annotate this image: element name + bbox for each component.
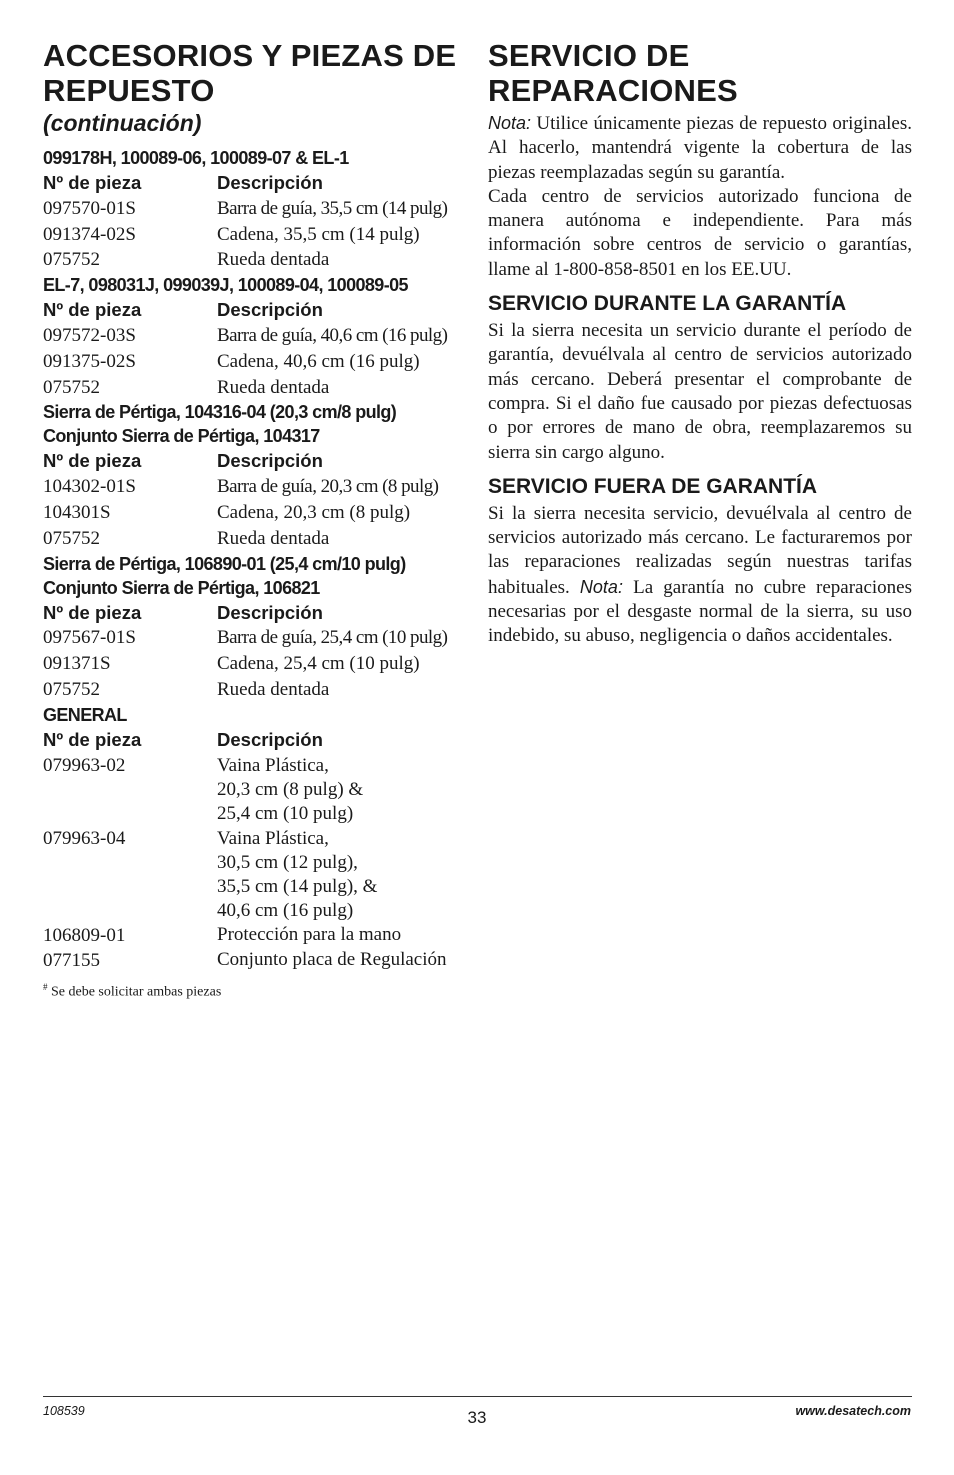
out-of-warranty-text-b: La garantía no cubre reparaciones necesarias por el desgaste normal de la sierra, su uso indebido, su abuso, negligencia o daños accidentales.: [488, 576, 913, 647]
description-line: 40,6 cm (16 pulg): [217, 899, 354, 921]
out-of-warranty-section-text: [488, 502, 912, 649]
table-row: [43, 222, 468, 248]
intro-text-1: Utilice únicamente piezas de repuesto originales. Al hacerlo, mantendrá vigente la cobertura de las piezas reemplazadas según su garantía.: [488, 113, 912, 183]
general-group: [43, 703, 468, 974]
part-number: 106809-01: [43, 924, 126, 946]
part-description: [217, 827, 468, 923]
description-line: Vaina Plástica,: [217, 827, 329, 849]
part-number: 097570-01S: [43, 197, 136, 219]
col-part-header: Nº de pieza: [43, 601, 142, 623]
intro-paragraph-1: [488, 111, 912, 185]
part-number: 097567-01S: [43, 627, 136, 649]
part-number: 075752: [43, 249, 100, 271]
table-row: [43, 826, 468, 923]
description-line: 30,5 cm (12 pulg),: [217, 851, 358, 873]
part-description: Barra de guía, 40,6 cm (16 pulg): [217, 324, 448, 346]
description-line: Protección para la mano: [217, 923, 402, 945]
table-row: [43, 677, 468, 703]
out-of-warranty-text-a: Si la sierra necesita servicio, devuélvala al centro de servicios autorizado más cercano. Le facturaremos por las reparaciones realizadas según nuestras tarifas habituales.: [488, 502, 912, 598]
group-heading: Sierra de Pértiga, 104316-04 (20,3 cm/8 pulg): [43, 402, 397, 423]
part-description: Barra de guía, 35,5 cm (14 pulg): [217, 197, 448, 219]
part-description: Cadena, 40,6 cm (16 pulg): [217, 350, 420, 372]
parts-groups: [43, 146, 468, 703]
table-row: [43, 375, 468, 401]
table-row: [43, 323, 468, 349]
description-line: 35,5 cm (14 pulg), &: [217, 875, 378, 897]
col-desc-header: Descripción: [217, 299, 323, 321]
part-description: Rueda dentada: [217, 249, 330, 271]
table-row: [43, 247, 468, 273]
part-description: Barra de guía, 25,4 cm (10 pulg): [217, 627, 448, 649]
col-desc-header: Descripción: [217, 172, 323, 193]
parts-title: ACCESORIOS Y PIEZAS DE REPUESTO: [43, 38, 457, 108]
part-number: 075752: [43, 678, 100, 700]
table-row: [43, 526, 468, 552]
col-part-header: Nº de pieza: [43, 172, 142, 193]
footnote-mark: #: [43, 982, 48, 993]
part-number: 104302-01S: [43, 476, 136, 498]
table-row: [43, 196, 468, 222]
intro-paragraph-2: Cada centro de servicios autorizado funciona de manera autónoma e independiente. Para más información sobre centros de servicio o garantías, llame al 1-800-858-8501 en los EE.UU.: [488, 185, 912, 280]
parts-subtitle: (continuación): [43, 110, 202, 136]
part-number: 079963-04: [43, 827, 126, 849]
col-part-header: Nº de pieza: [43, 728, 142, 750]
part-number: 079963-02: [43, 754, 126, 776]
part-number: 091371S: [43, 653, 111, 675]
description-line: 20,3 cm (8 pulg) &: [217, 778, 364, 800]
website: www.desatech.com: [795, 1404, 911, 1418]
footnote: [43, 982, 468, 1001]
parts-column: [43, 38, 468, 1001]
table-row: [43, 948, 468, 974]
col-desc-header: Descripción: [217, 601, 323, 623]
table-row: [43, 474, 468, 500]
col-desc-header: Descripción: [217, 728, 323, 750]
table-header: [43, 448, 468, 474]
col-part-header: Nº de pieza: [43, 299, 142, 321]
part-description: Cadena, 35,5 cm (14 pulg): [217, 223, 420, 245]
table-row: [43, 753, 468, 826]
service-title: SERVICIO DE REPARACIONES: [488, 38, 738, 108]
part-number: 104301S: [43, 501, 111, 523]
part-number: 077155: [43, 950, 100, 972]
table-row: [43, 349, 468, 375]
nota-label: Nota:: [488, 113, 532, 133]
footer-divider: [43, 1396, 912, 1397]
service-column: [488, 38, 912, 649]
footnote-text: Se debe solicitar ambas piezas: [51, 984, 222, 1000]
col-desc-header: Descripción: [217, 450, 323, 472]
doc-number: 108539: [43, 1404, 85, 1418]
page-number: 33: [467, 1408, 487, 1427]
table-row: [43, 625, 468, 651]
part-description: Cadena, 20,3 cm (8 pulg): [217, 501, 411, 523]
part-description: Rueda dentada: [217, 678, 330, 700]
part-number: 097572-03S: [43, 324, 136, 346]
general-heading: GENERAL: [43, 704, 127, 725]
table-row: [43, 651, 468, 677]
table-header: [43, 297, 468, 323]
description-line: Conjunto placa de Regulación: [217, 949, 447, 971]
part-number: 075752: [43, 376, 100, 398]
general-table-header: [43, 727, 468, 753]
out-of-warranty-section-title: SERVICIO FUERA DE GARANTÍA: [488, 474, 818, 498]
part-description: [217, 923, 468, 949]
description-line: Vaina Plástica,: [217, 754, 329, 776]
part-number: 091374-02S: [43, 223, 136, 245]
group-heading: Sierra de Pértiga, 106890-01 (25,4 cm/10 pulg): [43, 553, 406, 574]
table-header: [43, 600, 468, 626]
part-description: Cadena, 25,4 cm (10 pulg): [217, 653, 420, 675]
group-heading: Conjunto Sierra de Pértiga, 106821: [43, 577, 320, 598]
table-header: [43, 170, 468, 196]
group-heading: Conjunto Sierra de Pértiga, 104317: [43, 426, 320, 447]
part-description: Rueda dentada: [217, 527, 330, 549]
part-description: [217, 754, 468, 826]
part-description: Barra de guía, 20,3 cm (8 pulg): [217, 476, 439, 498]
description-line: 25,4 cm (10 pulg): [217, 802, 354, 824]
group-heading: EL-7, 098031J, 099039J, 100089-04, 100089-05: [43, 275, 408, 296]
part-description: [217, 948, 468, 974]
part-number: 091375-02S: [43, 350, 136, 372]
warranty-section-title: SERVICIO DURANTE LA GARANTÍA: [488, 292, 847, 316]
part-number: 075752: [43, 527, 100, 549]
general-rows: [43, 753, 468, 975]
table-row: [43, 500, 468, 526]
out-of-warranty-nota: Nota:: [579, 576, 623, 597]
table-row: [43, 923, 468, 949]
part-description: Rueda dentada: [217, 376, 330, 398]
warranty-section-text: Si la sierra necesita un servicio durante el período de garantía, devuélvala al centro de servicios autorizado más cercano. Deberá presentar el comprobante de compra. Si el daño fue causado por piezas defectuosas o por errores de mano de obra, reemplazaremos su sierra sin cargo alguno.: [488, 320, 912, 463]
col-part-header: Nº de pieza: [43, 450, 142, 472]
group-heading: 099178H, 100089-06, 100089-07 & EL-1: [43, 148, 349, 168]
